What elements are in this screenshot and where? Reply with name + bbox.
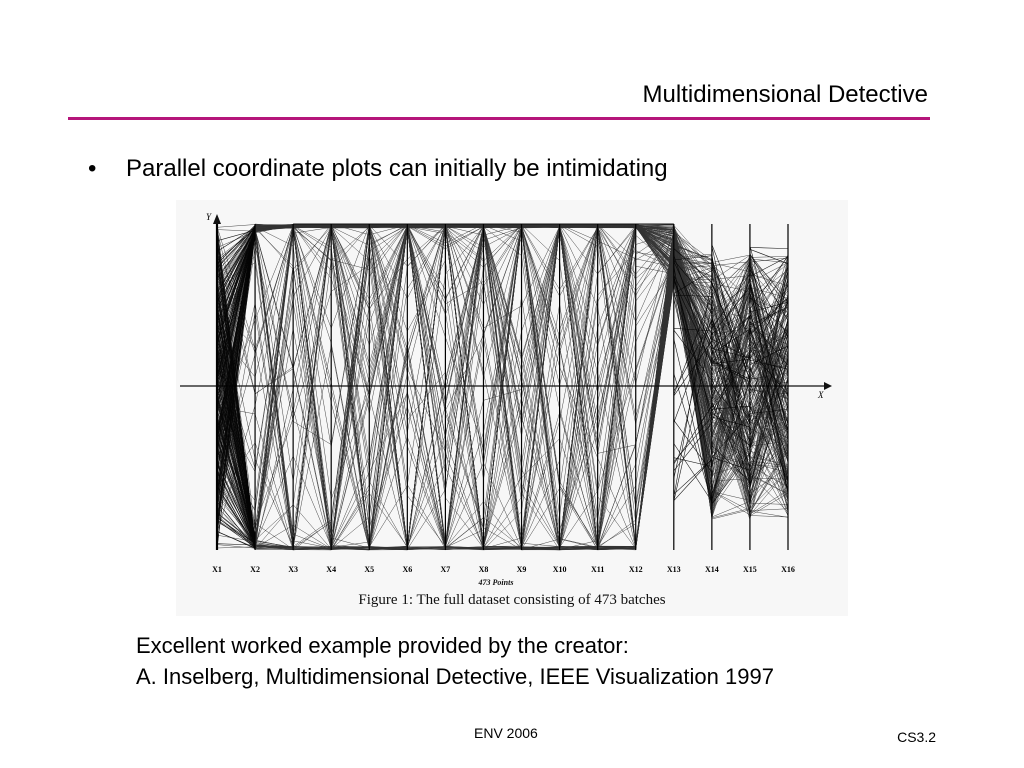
x-axis-label: X — [818, 390, 824, 400]
axis-label-x11: X11 — [590, 565, 605, 574]
y-axis-label: Y — [206, 212, 212, 222]
axis-label-x3: X3 — [288, 565, 299, 574]
axis-label-x10: X10 — [552, 565, 567, 574]
parallel-coordinates-plot — [176, 200, 848, 616]
axis-label-x13: X13 — [666, 565, 681, 574]
dense-line — [750, 247, 788, 248]
title-rule — [68, 117, 930, 120]
axis-label-x7: X7 — [440, 565, 451, 574]
axis-label-x9: X9 — [516, 565, 527, 574]
axis-label-x14: X14 — [704, 565, 719, 574]
axis-label-x4: X4 — [326, 565, 337, 574]
y-axis-arrow — [213, 214, 221, 224]
bullet-dot: • — [88, 155, 97, 182]
polylines-group — [217, 224, 788, 550]
footer-page-number: CS3.2 — [897, 729, 936, 745]
points-label: 473 Points — [478, 578, 514, 587]
axis-label-x1: X1 — [212, 565, 222, 574]
credit-line-2: A. Inselberg, Multidimensional Detective, IEEE Visualization 1997 — [136, 664, 774, 689]
credit-text — [136, 630, 774, 692]
slide-title: Multidimensional Detective — [642, 81, 928, 108]
bullet-text: Parallel coordinate plots can initially be intimidating — [126, 155, 668, 182]
footer-center: ENV 2006 — [474, 725, 538, 741]
axis-label-x8: X8 — [478, 565, 489, 574]
axis-label-x2: X2 — [250, 565, 260, 574]
credit-line-1: Excellent worked example provided by the creator: — [136, 633, 629, 658]
axis-label-x12: X12 — [628, 565, 643, 574]
axis-label-x6: X6 — [402, 565, 413, 574]
axis-label-x16: X16 — [781, 565, 795, 574]
figure-caption: Figure 1: The full dataset consisting of 473 batches — [358, 592, 666, 608]
dense-line — [217, 544, 255, 545]
axis-label-x5: X5 — [364, 565, 375, 574]
axis-label-x15: X15 — [743, 565, 757, 574]
x-axis-arrow — [824, 382, 832, 390]
parallel-coordinates-figure — [176, 200, 848, 616]
